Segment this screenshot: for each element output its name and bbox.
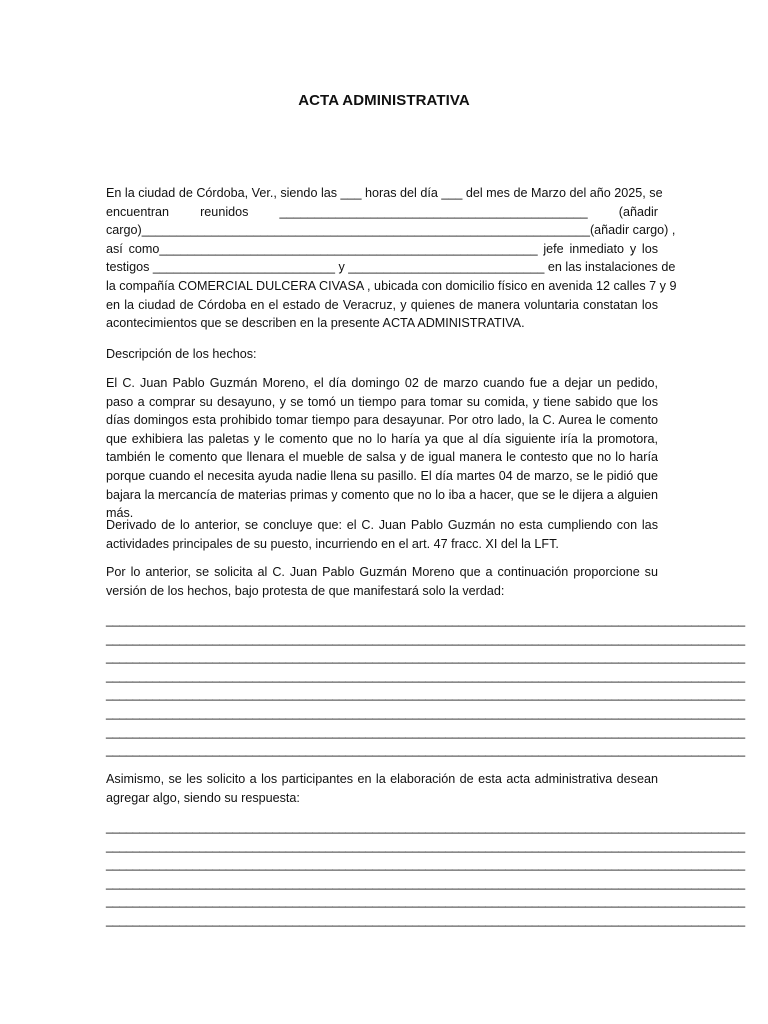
response-line: ________________________________________________________________________________________________ [106, 875, 745, 890]
hechos-heading: Descripción de los hechos: [106, 347, 257, 361]
intro-line: en la ciudad de Córdoba en el estado de Veracruz, y quienes de manera voluntaria constatan los [106, 297, 658, 312]
intro-line: cargo)________________________________________________________________(añadir cargo) , [106, 223, 676, 238]
response-line: ________________________________________________________________________________________________ [106, 705, 745, 720]
response-line: ________________________________________________________________________________________________ [106, 838, 745, 853]
response-line: ________________________________________________________________________________________________ [106, 857, 745, 872]
response-line: ________________________________________________________________________________________________ [106, 743, 745, 758]
response-line: ________________________________________________________________________________________________ [106, 687, 745, 702]
intro-paragraph [106, 184, 677, 333]
intro-line: así como______________________________________________________ jefe inmediato y los [106, 241, 658, 256]
response-line: ________________________________________________________________________________________________ [106, 668, 745, 683]
document-title: ACTA ADMINISTRATIVA [298, 92, 470, 109]
anterior-paragraph: Por lo anterior, se solicita al C. Juan Pablo Guzmán Moreno que a continuación proporcione su versión de los hechos, bajo protesta de que manifestará solo la verdad: [106, 565, 658, 598]
participants-response-lines-block [106, 818, 745, 930]
asimismo-paragraph: Asimismo, se les solicito a los participantes en la elaboración de esta acta administrativa desean agregar algo, siendo su respuesta: [106, 772, 658, 805]
response-line: ________________________________________________________________________________________________ [106, 894, 745, 909]
intro-line: la compañía COMERCIAL DULCERA CIVASA , ubicada con domicilio físico en avenida 12 calles 7 y 9 [106, 278, 677, 293]
response-line: ________________________________________________________________________________________________ [106, 820, 745, 834]
derivado-paragraph: Derivado de lo anterior, se concluye que: el C. Juan Pablo Guzmán no esta cumpliendo con las actividades principales de su puesto, incurriendo en el art. 47 fracc. XI del la LFT. [106, 518, 658, 551]
response-line: ________________________________________________________________________________________________ [106, 650, 745, 665]
intro-line: encuentran reunidos ____________________________________________ (añadir [106, 204, 658, 219]
response-line: ________________________________________________________________________________________________ [106, 912, 745, 927]
intro-line: acontecimientos que se describen en la presente ACTA ADMINISTRATIVA. [106, 316, 525, 331]
response-line: ________________________________________________________________________________________________ [106, 724, 745, 739]
response-lines-block [106, 611, 745, 760]
intro-line: testigos __________________________ y ____________________________ en las instalaciones de [106, 260, 676, 275]
intro-line: En la ciudad de Córdoba, Ver., siendo las ___ horas del día ___ del mes de Marzo del año 2025, se [106, 186, 663, 200]
hechos-paragraph: El C. Juan Pablo Guzmán Moreno, el día domingo 02 de marzo cuando fue a dejar un pedido, paso a comprar su desayuno, y se tomó un tiempo para tomar su comida, y tiene sabido que los días domingos esta prohibido tomar tiempo para desayunar. Por otro lado, la C. Aurea le comento que exhibiera las paletas y le comento que no lo haría ya que al día siguiente iría la promotora, también le comento que llenara el mueble de salsa y de igual manera le contesto que no lo haría porque cuando el necesita ayuda nadie llena su pasillo. El día martes 04 de marzo, se le pidió que bajara la mercancía de materias primas y comento que no lo iba a hacer, que se le dijera a alguien más. [106, 376, 658, 521]
response-line: ________________________________________________________________________________________________ [106, 631, 745, 646]
response-line: ________________________________________________________________________________________________ [106, 613, 745, 627]
